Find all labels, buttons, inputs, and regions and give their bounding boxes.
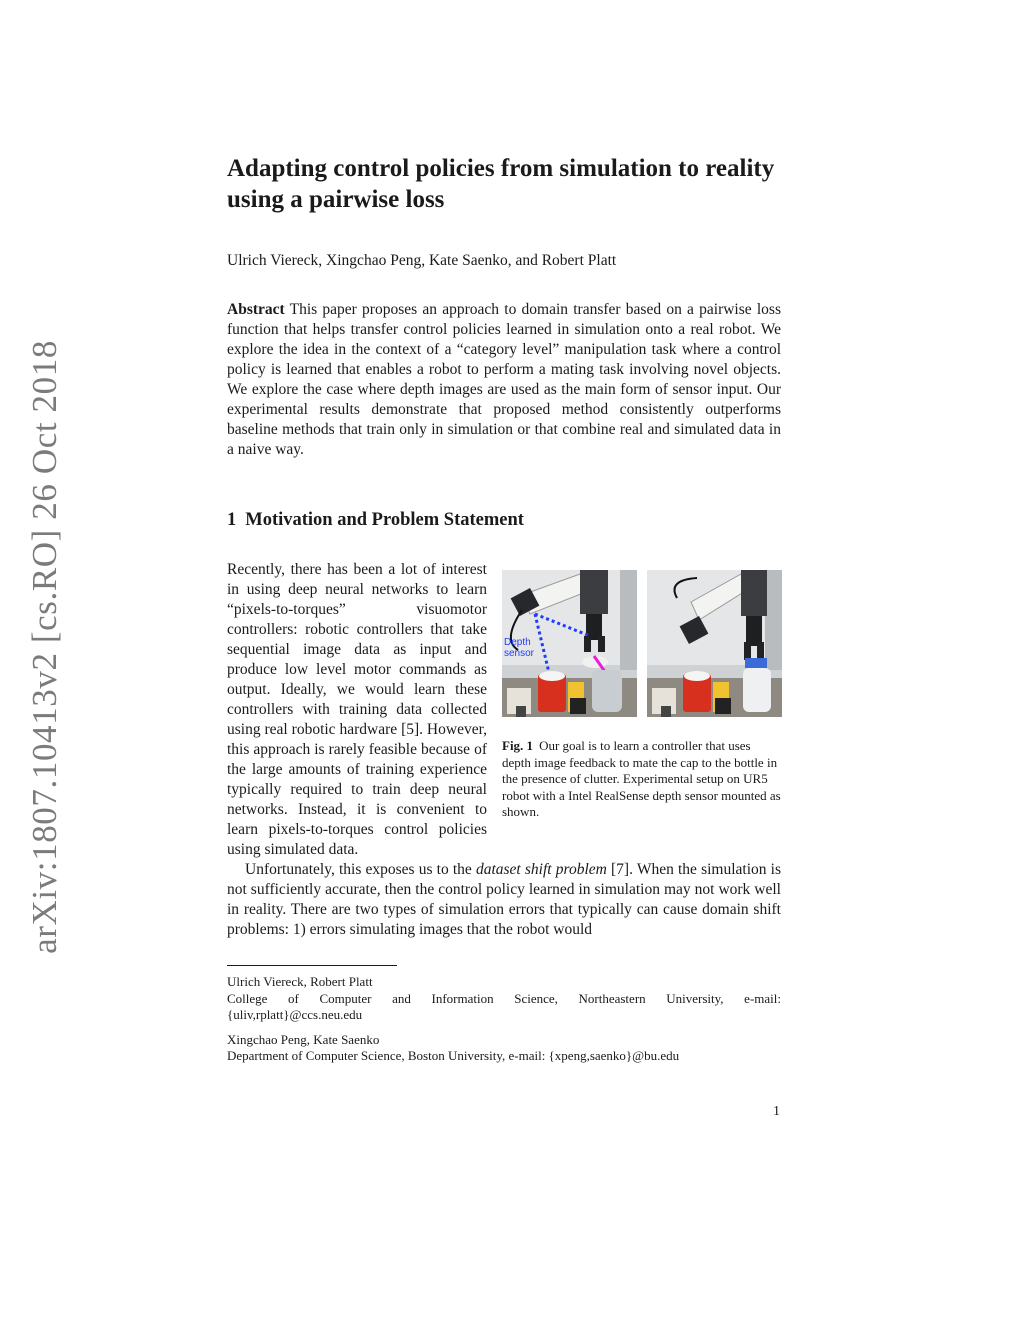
author-list: Ulrich Viereck, Xingchao Peng, Kate Saenko, and Robert Platt	[227, 252, 617, 269]
depth-label-line2: sensor	[504, 648, 535, 659]
figure-label: Fig. 1	[502, 738, 534, 753]
abstract	[227, 300, 781, 460]
footnotes	[227, 974, 781, 1073]
depth-label-line1: Depth	[504, 637, 531, 648]
section-title: Motivation and Problem Statement	[245, 510, 524, 530]
paragraph-2-end: [7]. When the simulation is not sufficiently accurate, then the control policy learned in simulation may not work well in reality. There are two types of simulation errors that typically can cause domain shift problems: 1) errors simulating images that the robot would	[227, 861, 781, 938]
footnote-1-email: {uliv,rplatt}@ccs.neu.edu	[227, 1007, 363, 1022]
section-paragraph-1: Recently, there has been a lot of interest in using deep neural networks to learn “pixels-to-torques” visuomotor controllers: robotic controllers that take sequential image data as input and produce low level motor commands as output. Ideally, we would learn these controllers with training data collected using real robotic hardware [5]. However, this approach is rarely feasible because of the large amounts of training experience typically required to train deep neural networks. Instead, it is convenient to learn pixels-to-torques control policies using simulated data.	[227, 561, 487, 858]
footnote-2-affiliation: Department of Computer Science, Boston University, e-mail: {xpeng,saenko}@bu.edu	[227, 1048, 680, 1063]
section-heading	[227, 510, 524, 531]
figure-caption-text: Our goal is to learn a controller that uses depth image feedback to mate the cap to the bottle in the presence of clutter. Experimental setup on UR5 robot with a Intel RealSense depth sensor mounted as shown.	[502, 738, 781, 819]
section-paragraph-2	[227, 860, 781, 940]
page-number: 1	[773, 1104, 780, 1119]
footnote-divider	[227, 965, 397, 966]
footnote-affiliation-1	[227, 974, 781, 1024]
robot-setup-photo-left	[502, 570, 637, 717]
figure-1	[502, 570, 782, 821]
robot-setup-photo-right	[647, 570, 782, 717]
abstract-label: Abstract	[227, 301, 285, 318]
arxiv-identifier	[25, 340, 64, 954]
figure-caption	[502, 738, 782, 821]
arxiv-identifier-text: arXiv:1807.10413v2 [cs.RO] 26 Oct 2018	[25, 340, 64, 954]
footnote-2-names: Xingchao Peng, Kate Saenko	[227, 1031, 380, 1047]
dataset-shift-term: dataset shift problem	[475, 861, 607, 878]
footnote-1-affiliation: College of Computer and Information Science, Northeastern University, e-mail:	[227, 990, 781, 1006]
footnote-1-names: Ulrich Viereck, Robert Platt	[227, 974, 373, 989]
section-number: 1	[227, 510, 237, 530]
footnote-affiliation-2	[227, 1032, 781, 1065]
abstract-text: This paper proposes an approach to domain transfer based on a pairwise loss function that helps transfer control policies learned in simulation onto a real robot. We explore the idea in the context of a “category level” manipulation task where a control policy is learned that enables a robot to perform a mating task involving novel objects. We explore the case where depth images are used as the main form of sensor input. Our experimental results demonstrate that proposed method consistently outperforms baseline methods that train only in simulation or that combine real and simulated data in a naive way.	[227, 301, 781, 458]
paragraph-2-start: Unfortunately, this exposes us to the	[245, 861, 476, 878]
figure-photos	[502, 570, 782, 717]
paper-title: Adapting control policies from simulation to reality using a pairwise loss	[227, 155, 775, 213]
